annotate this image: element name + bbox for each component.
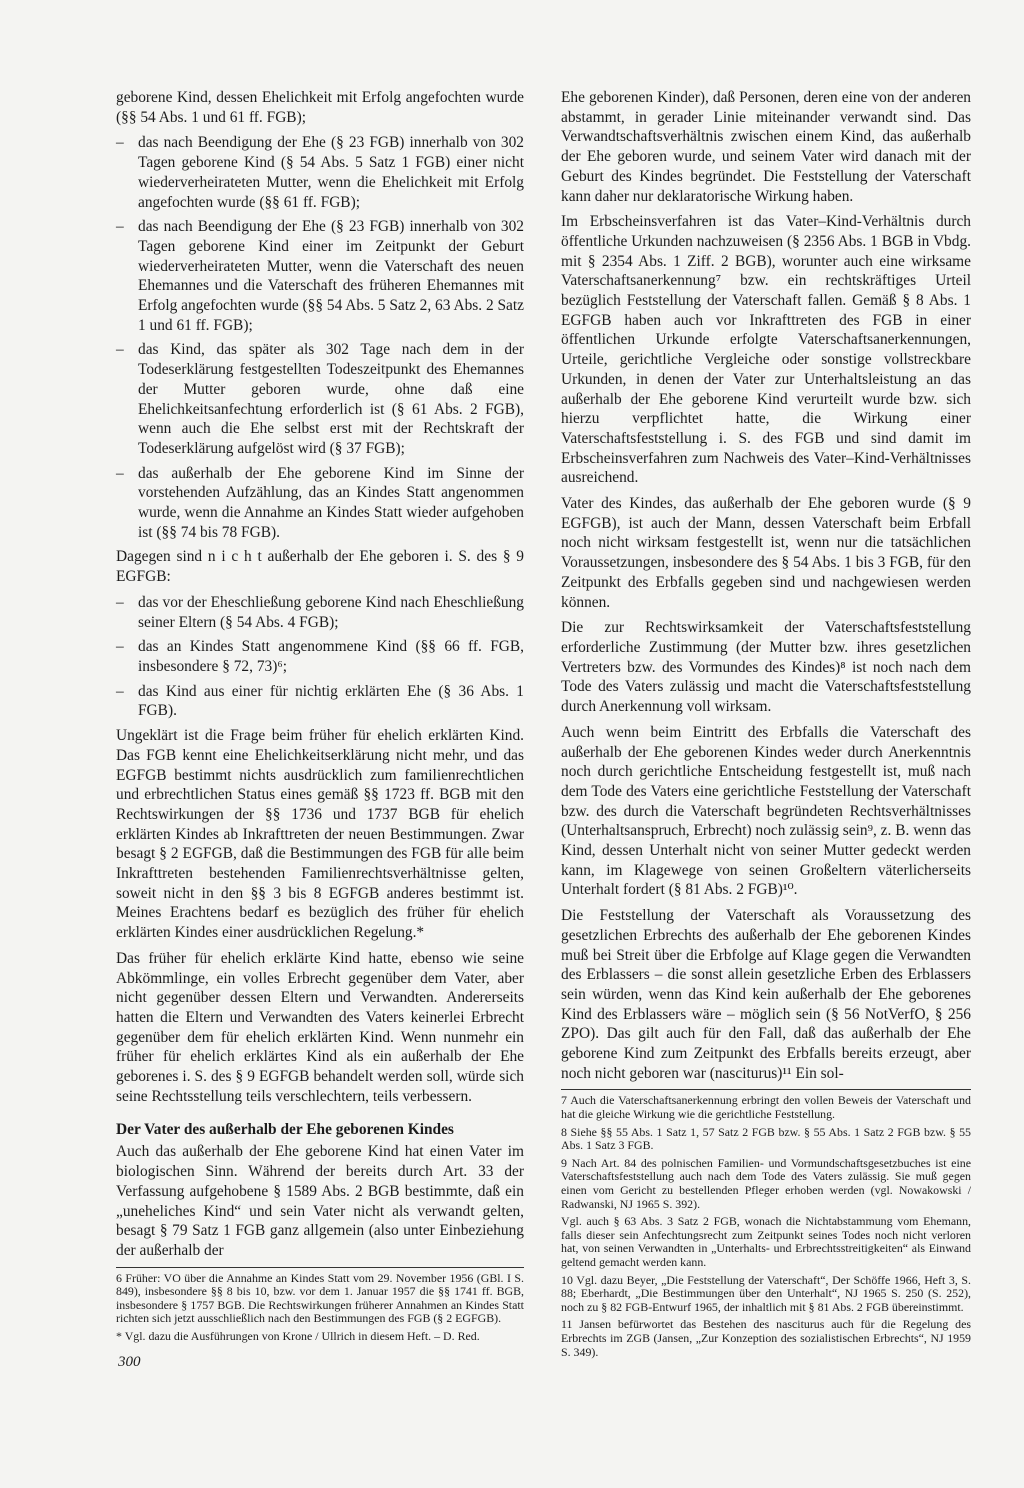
paragraph: Dagegen sind n i c h t außerhalb der Ehe geboren i. S. des § 9 EGFGB:	[116, 548, 524, 586]
section-heading: Der Vater des außerhalb der Ehe geborenen Kindes	[116, 1121, 454, 1139]
list-item	[116, 464, 524, 543]
paragraph: Ehe geborenen Kinder), daß Personen, deren eine von der anderen abstammt, in gerader Linie miteinander verwandt sind. Das Verwandtschaftsverhältnis zwischen einem Kind, das außerhalb der Ehe geboren wurde, und seinem Vater wird danach mit der Geburt des Kindes begründet. Die Feststellung der Vaterschaft kann daher nur deklaratorische Wirkung haben.	[561, 89, 971, 205]
footnote: 9 Nach Art. 84 des polnischen Familien- und Vormundschaftsgesetzbuches ist eine Vaterschaftsfeststellung auch nach dem Tode des Vaters zulässig. Sie muß gegen einen vom Gericht zu bestellenden Pfleger erhoben werden (vgl. Nowakowski / Radwanski, NJ 1965 S. 392).	[561, 1155, 971, 1211]
paragraph: Die Feststellung der Vaterschaft als Voraussetzung des gesetzlichen Erbrechts des außerhalb der Ehe geborenen Kindes muß bei Streit über die Erbfolge auf Klage gegen die Verwandten des Erblassers – die sonst allein gesetzliche Erben des Erblassers sein würden, wenn das Kind kein außerhalb der Ehe geborenes Kind des Erblassers wäre – möglich sein (§ 56 NotVerfO, § 256 ZPO). Das gilt auch für den Fall, daß das außerhalb der Ehe geborene Kind zum Zeitpunkt des Erbfalls bereits erzeugt, aber noch nicht geboren war (nasciturus)¹¹ Ein sol-	[561, 907, 971, 1082]
list-item-text: das nach Beendigung der Ehe (§ 23 FGB) innerhalb von 302 Tagen geborene Kind einer im Zeitpunkt der Geburt wiederverheirateten Mutter, wenn die Vaterschaft des neuen Ehemannes und die Vaterschaft des früheren Ehemannes mit Erfolg angefochten wurde (§§ 54 Abs. 5 Satz 2, 63 Abs. 2 Satz 1 und 61 ff. FGB);	[138, 218, 524, 334]
paragraph: Die zur Rechtswirksamkeit der Vaterschaftsfeststellung erforderliche Zustimmung (der Mutter bzw. ihres gesetzlichen Vertreters bzw. des Vormundes des Kindes)⁸ ist noch nach dem Tode des Vaters zulässig und macht die Vaterschaftsfeststellung durch Anerkennung voll wirksam.	[561, 619, 971, 716]
footnote: 8 Siehe §§ 55 Abs. 1 Satz 1, 57 Satz 2 FGB bzw. § 55 Abs. 1 Satz 2 FGB bzw. § 55 Abs. 1 Satz 3 FGB.	[561, 1124, 971, 1153]
dash-marker: –	[116, 464, 124, 482]
left-column	[116, 88, 524, 1348]
list-item	[116, 217, 524, 335]
dash-marker: –	[116, 682, 124, 700]
list-item	[116, 133, 524, 212]
list-item-text: das an Kindes Statt angenommene Kind (§§ 66 ff. FGB, insbesondere § 72, 73)⁶;	[138, 638, 524, 675]
footnote: 10 Vgl. dazu Beyer, „Die Feststellung der Vaterschaft“, Der Schöffe 1966, Heft 3, S. 88; Eberhardt, „Die Bestimmungen über den Unterhalt“, NJ 1965 S. 250 (S. 252), noch zu § 82 FGB-Entwurf 1965, der inhaltlich mit § 81 Abs. 2 FGB übereinstimmt.	[561, 1272, 971, 1314]
list-item-text: das Kind aus einer für nichtig erklärten Ehe (§ 36 Abs. 1 FGB).	[138, 682, 524, 720]
dash-marker: –	[116, 341, 124, 359]
list-item	[116, 637, 524, 676]
dash-marker: –	[116, 593, 124, 611]
footnote: * Vgl. dazu die Ausführungen von Krone / Ullrich in diesem Heft. – D. Red.	[116, 1329, 480, 1344]
paragraph: Ungeklärt ist die Frage beim früher für ehelich erklärten Kind. Das FGB kennt eine Ehelichkeitserklärung nicht mehr, und das EGFGB bestimmt nichts ausdrücklich zum familienrechtlichen und erbrechtlichen Status eines gemäß §§ 1723 ff. BGB mit den Rechtswirkungen der §§ 1736 und 1737 BGB für ehelich erklärten Kindes ab Inkrafttreten der neuen Bestimmungen. Zwar besagt § 2 EGFGB, daß die Bestimmungen des FGB für alle beim Inkrafttreten bestehenden Familienrechtsverhältnisse gelten, soweit nicht in den §§ 3 bis 8 EGFGB anderes bestimmt ist. Meines Erachtens bedarf es bezüglich des früher für ehelich erklärten Kindes einer ausdrücklichen Regelung.*	[116, 727, 524, 942]
paragraph: Auch das außerhalb der Ehe geborene Kind hat einen Vater im biologischen Sinn. Während der bereits durch Art. 33 der Verfassung aufgehobene § 1589 Abs. 2 BGB bestimmte, daß ein „uneheliches Kind“ und sein Vater nicht als verwandt gelten, besagt § 79 Satz 1 FGB ganz allgemein (also unter Einbeziehung der außerhalb der	[116, 1143, 524, 1259]
list-item-text: das nach Beendigung der Ehe (§ 23 FGB) innerhalb von 302 Tagen geborene Kind (§ 54 Abs. 5 Satz 1 FGB) einer nicht wiederverheirateten Mutter, wenn die Ehelichkeit mit Erfolg angefochten wurde (§§ 61 ff. FGB);	[138, 134, 524, 211]
list-item	[116, 340, 524, 458]
footnote: 7 Auch die Vaterschaftsanerkennung erbringt den vollen Beweis der Vaterschaft und hat die gleiche Wirkung wie die gerichtliche Feststellung.	[561, 1093, 971, 1122]
page-number: 300	[118, 1354, 141, 1370]
dash-marker: –	[116, 218, 124, 236]
paragraph: Auch wenn beim Eintritt des Erbfalls die Vaterschaft des außerhalb der Ehe geborenen Kindes weder durch Anerkenntnis noch durch gerichtliche Entscheidung festgestellt ist, muß nach dem Tode des Vaters eine gerichtliche Feststellung der Vaterschaft bzw. des durch die Vaterschaft begründeten Rechtsverhältnisses (Unterhaltsanspruch, Erbrecht) noch zulässig sein⁹, z. B. wenn das Kind, dessen Unterhalt nicht von seiner Mutter gedeckt werden kann, im Klagewege von seinen Großeltern väterlicherseits Unterhalt fordert (§ 81 Abs. 2 FGB)¹⁰.	[561, 723, 971, 899]
footnote: 11 Jansen befürwortet das Bestehen des nasciturus auch für die Regelung des Erbrechts im ZGB (Jansen, „Zur Konzeption des sozialistischen Erbrechts“, NJ 1959 S. 349).	[561, 1317, 971, 1359]
dash-marker: –	[116, 638, 124, 656]
list-item	[116, 593, 524, 632]
footnote-divider	[561, 1089, 971, 1090]
paragraph: Das früher für ehelich erklärte Kind hatte, ebenso wie seine Abkömmlinge, ein volles Erbrecht gegenüber dem Vater, aber nicht gegenüber dessen Eltern und Verwandten. Andererseits hatten die Eltern und Verwandten des Vaters keinerlei Erbrecht gegenüber dem für ehelich erklärten Kind. Wenn nunmehr ein früher für ehelich erklärtes Kind als ein außerhalb der Ehe geborenes i. S. des § 9 EGFGB behandelt werden soll, würde sich seine Rechtsstellung teils verschlechtern, teils verbessern.	[116, 949, 524, 1105]
footnote-divider	[116, 1267, 524, 1268]
right-column	[561, 88, 971, 1363]
list-item-text: das vor der Eheschließung geborene Kind nach Eheschließung seiner Eltern (§ 54 Abs. 4 FGB);	[138, 593, 524, 631]
footnote: 6 Früher: VO über die Annahme an Kindes Statt vom 29. November 1956 (GBl. I S. 849), insbesondere §§ 8 bis 10, bzw. vor dem 1. Januar 1957 die §§ 1741 ff. BGB, insbesondere § 1757 BGB. Die Rechtswirkungen früherer Annahmen an Kindes Statt richten sich jetzt ausschließlich nach den Bestimmungen des FGB (§ 2 EGFGB).	[116, 1270, 524, 1326]
paragraph: Vater des Kindes, das außerhalb der Ehe geboren wurde (§ 9 EGFGB), ist auch der Mann, dessen Vaterschaft beim Erbfall noch nicht wirksam festgestellt ist, wenn nur die tatsächlichen Voraussetzungen, insbesondere des § 54 Abs. 1 bis 3 FGB, für den Zeitpunkt des Erbfalls gegeben sind und nachgewiesen werden können.	[561, 495, 971, 611]
list-item-text: das Kind, das später als 302 Tage nach dem in der Todeserklärung festgestellten Todeszeitpunkt des Ehemannes der Mutter geboren wurde, ohne daß eine Ehelichkeitsanfechtung erforderlich ist (§ 61 Abs. 2 FGB), wenn auch die Ehe selbst erst mit der Rechtskraft der Todeserklärung aufgelöst wird (§ 37 FGB);	[138, 341, 524, 457]
paragraph: geborene Kind, dessen Ehelichkeit mit Erfolg angefochten wurde (§§ 54 Abs. 1 und 61 ff. FGB);	[116, 89, 524, 126]
dash-marker: –	[116, 134, 124, 152]
footnote: Vgl. auch § 63 Abs. 3 Satz 2 FGB, wonach die Nichtabstammung vom Ehemann, falls dieser sein Anfechtungsrecht zum Zeitpunkt seines Todes noch nicht verloren hat, von seinen Verwandten in „Unterhalts- und Erbrechtsstreitigkeiten“ als Einwand geltend gemacht werden kann.	[561, 1214, 971, 1269]
list-item-text: das außerhalb der Ehe geborene Kind im Sinne der vorstehenden Aufzählung, das an Kindes Statt angenommen wurde, wenn die Annahme an Kindes Statt wieder aufgehoben ist (§§ 74 bis 78 FGB).	[138, 464, 524, 541]
list-item	[116, 682, 524, 721]
paragraph: Im Erbscheinsverfahren ist das Vater–Kind-Verhältnis durch öffentliche Urkunden nachzuweisen (§ 2356 Abs. 1 BGB in Vbdg. mit § 2354 Abs. 1 Ziff. 2 BGB), worunter auch eine wirksame Vaterschaftsanerkennung⁷ bzw. ein rechtskräftiges Urteil bezüglich Feststellung der Vaterschaft fallen. Gemäß § 8 Abs. 1 EGFGB haben auch vor Inkrafttreten des FGB in einer öffentlichen Urkunde erfolgte Vaterschaftsanerkennungen, Urteile, gerichtliche Vergleiche oder sonstige vollstreckbare Urkunden, in denen der Vater zur Unterhaltsleistung an das außerhalb der Ehe geborene Kind verurteilt wurde bzw. sich hierzu verpflichtet hatte, die Wirkung einer Vaterschaftsfeststellung i. S. des FGB und sind damit im Erbscheinsverfahren zum Nachweis des Vater–Kind-Verhältnisses ausreichend.	[561, 213, 971, 487]
